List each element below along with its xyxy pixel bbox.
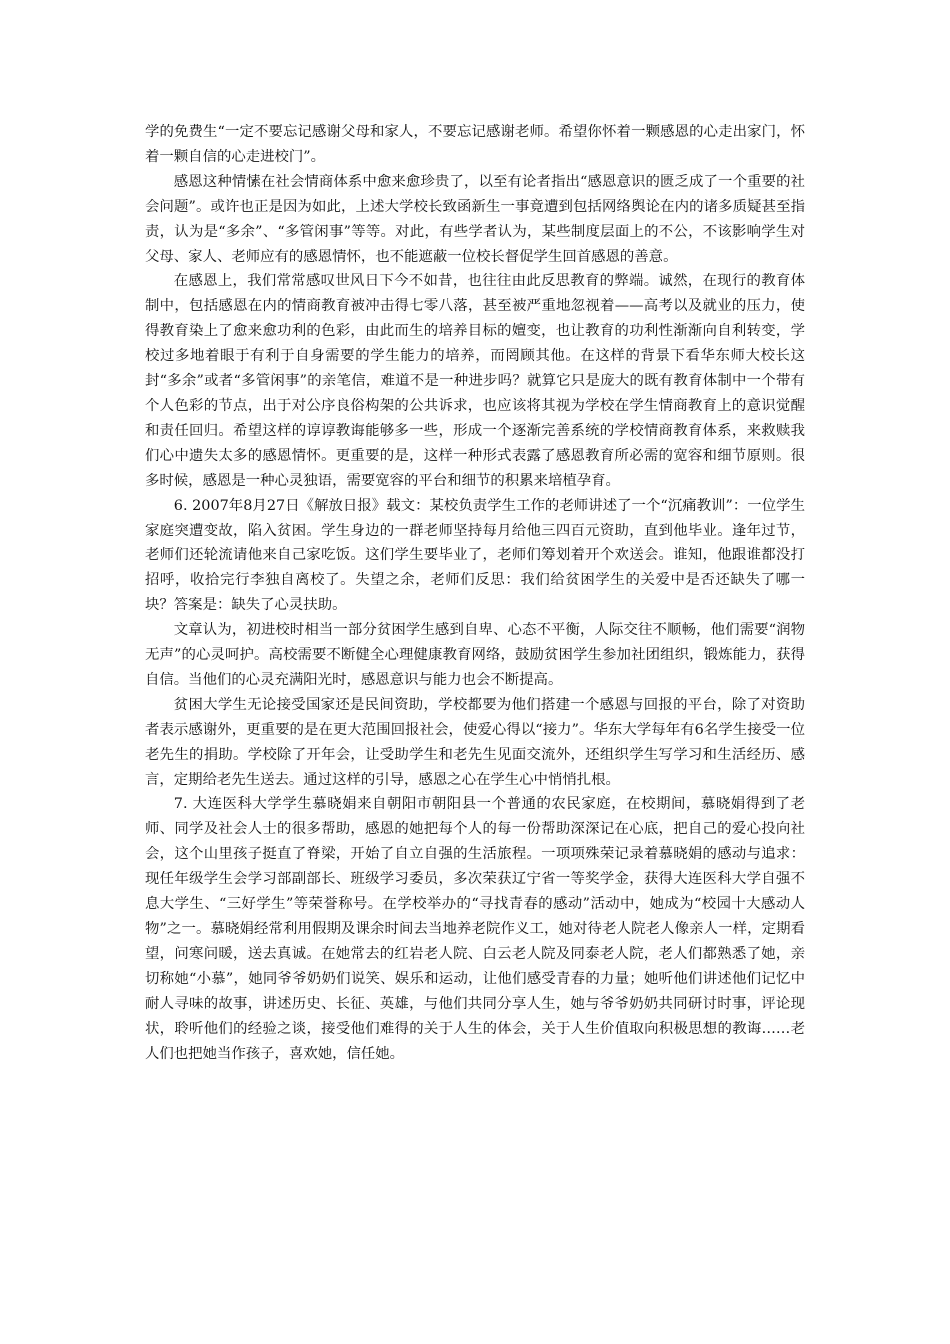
paragraph-article-view: 文章认为，初进校时相当一部分贫困学生感到自卑、心态不平衡，人际交往不顺畅，他们需要“润物无声”的心灵呵护。高校需要不断健全心理健康教育网络，鼓励贫困学生参加社团组织，锻炼能力，获得自信。当他们的心灵充满阳光时，感恩意识与能力也会不断提高。: [145, 622, 805, 688]
paragraph-continuation: 学的免费生“一定不要忘记感谢父母和家人，不要忘记感谢老师。希望你怀着一颗感恩的心走出家门，怀着一颗自信的心走进校门”。: [145, 124, 805, 165]
document-body: [145, 120, 805, 1066]
paragraph-item-7: 7. 大连医科大学学生慕晓娟来自朝阳市朝阳县一个普通的农民家庭，在校期间，慕晓娟得到了老师、同学及社会人士的很多帮助，感恩的她把每个人的每一份帮助深深记在心底，把自己的爱心投向社会，这个山里孩子挺直了脊梁，开始了自立自强的生活旅程。一项项殊荣记录着慕晓娟的感动与追求：现任年级学生会学习部副部长、班级学习委员，多次荣获辽宁省一等奖学金，获得大连医科大学自强不息大学生、“三好学生”等荣誉称号。在学校举办的“寻找青春的感动”活动中，她成为“校园十大感动人物”之一。慕晓娟经常利用假期及课余时间去当地养老院作义工，她对待老人院老人像亲人一样，定期看望，问寒问暖，送去真诚。在她常去的红岩老人院、白云老人院及同泰老人院，老人们都熟悉了她，亲切称她“小慕”，她同爷爷奶奶们说笑、娱乐和运动，让他们感受青春的力量；她听他们讲述他们记忆中耐人寻味的故事，讲述历史、长征、英雄，与他们共同分享人生，她与爷爷奶奶共同研讨时事，评论现状，聆听他们的经验之谈，接受他们难得的关于人生的体会，关于人生价值取向积极思想的教诲……老人们也把她当作孩子，喜欢她，信任她。: [145, 796, 805, 1062]
paragraph-item-6: 6. 2007年8月27日《解放日报》载文：某校负责学生工作的老师讲述了一个“沉痛教训”：一位学生家庭突遭变故，陷入贫困。学生身边的一群老师坚持每月给他三四百元资助，直到他毕业。逢年过节，老师们还轮流请他来自己家吃饭。这们学生要毕业了，老师们筹划着开个欢送会。谁知，他跟谁都没打招呼，收拾完行李独自离校了。失望之余，老师们反思：我们给贫困学生的关爱中是否还缺失了哪一块？答案是：缺失了心灵扶助。: [145, 497, 805, 614]
paragraph-gratitude-value: 感恩这种情愫在社会情商体系中愈来愈珍贵了，以至有论者指出“感恩意识的匮乏成了一个重要的社会问题”。或许也正是因为如此，上述大学校长致函新生一事竟遭到包括网络舆论在内的诸多质疑甚至指责，认为是“多余”、“多管闲事”等等。对此，有些学者认为，某些制度层面上的不公，不该影响学生对父母、家人、老师应有的感恩情怀，也不能遮蔽一位校长督促学生回首感恩的善意。: [145, 173, 805, 265]
paragraph-education-reflection: 在感恩上，我们常常感叹世风日下今不如昔，也往往由此反思教育的弊端。诚然，在现行的教育体制中，包括感恩在内的情商教育被冲击得七零八落，甚至被严重地忽视着——高考以及就业的压力，使得教育染上了愈来愈功利的色彩，由此而生的培养目标的嬗变，也让教育的功利性渐渐向自利转变，学校过多地着眼于有利于自身需要的学生能力的培养，而罔顾其他。在这样的背景下看华东师大校长这封“多余”或者“多管闲事”的亲笔信，难道不是一种进步吗？就算它只是庞大的既有教育体制中一个带有个人色彩的节点，出于对公序良俗构架的公共诉求，也应该将其视为学校在学生情商教育上的意识觉醒和责任回归。希望这样的谆谆教诲能够多一些，形成一个逐渐完善系统的学校情商教育体系，来救赎我们心中遗失太多的感恩情怀。更重要的是，这样一种形式表露了感恩教育所必需的宽容和细节原则。很多时候，感恩是一种心灵独语，需要宽容的平台和细节的积累来培植孕育。: [145, 273, 805, 489]
paragraph-platform: 贫困大学生无论接受国家还是民间资助，学校都要为他们搭建一个感恩与回报的平台，除了对资助者表示感谢外，更重要的是在更大范围回报社会，使爱心得以“接力”。华东大学每年有6名学生接受一位老先生的捐助。学校除了开年会，让受助学生和老先生见面交流外，还组织学生写学习和生活经历、感言，定期给老先生送去。通过这样的引导，感恩之心在学生心中悄悄扎根。: [145, 696, 805, 788]
